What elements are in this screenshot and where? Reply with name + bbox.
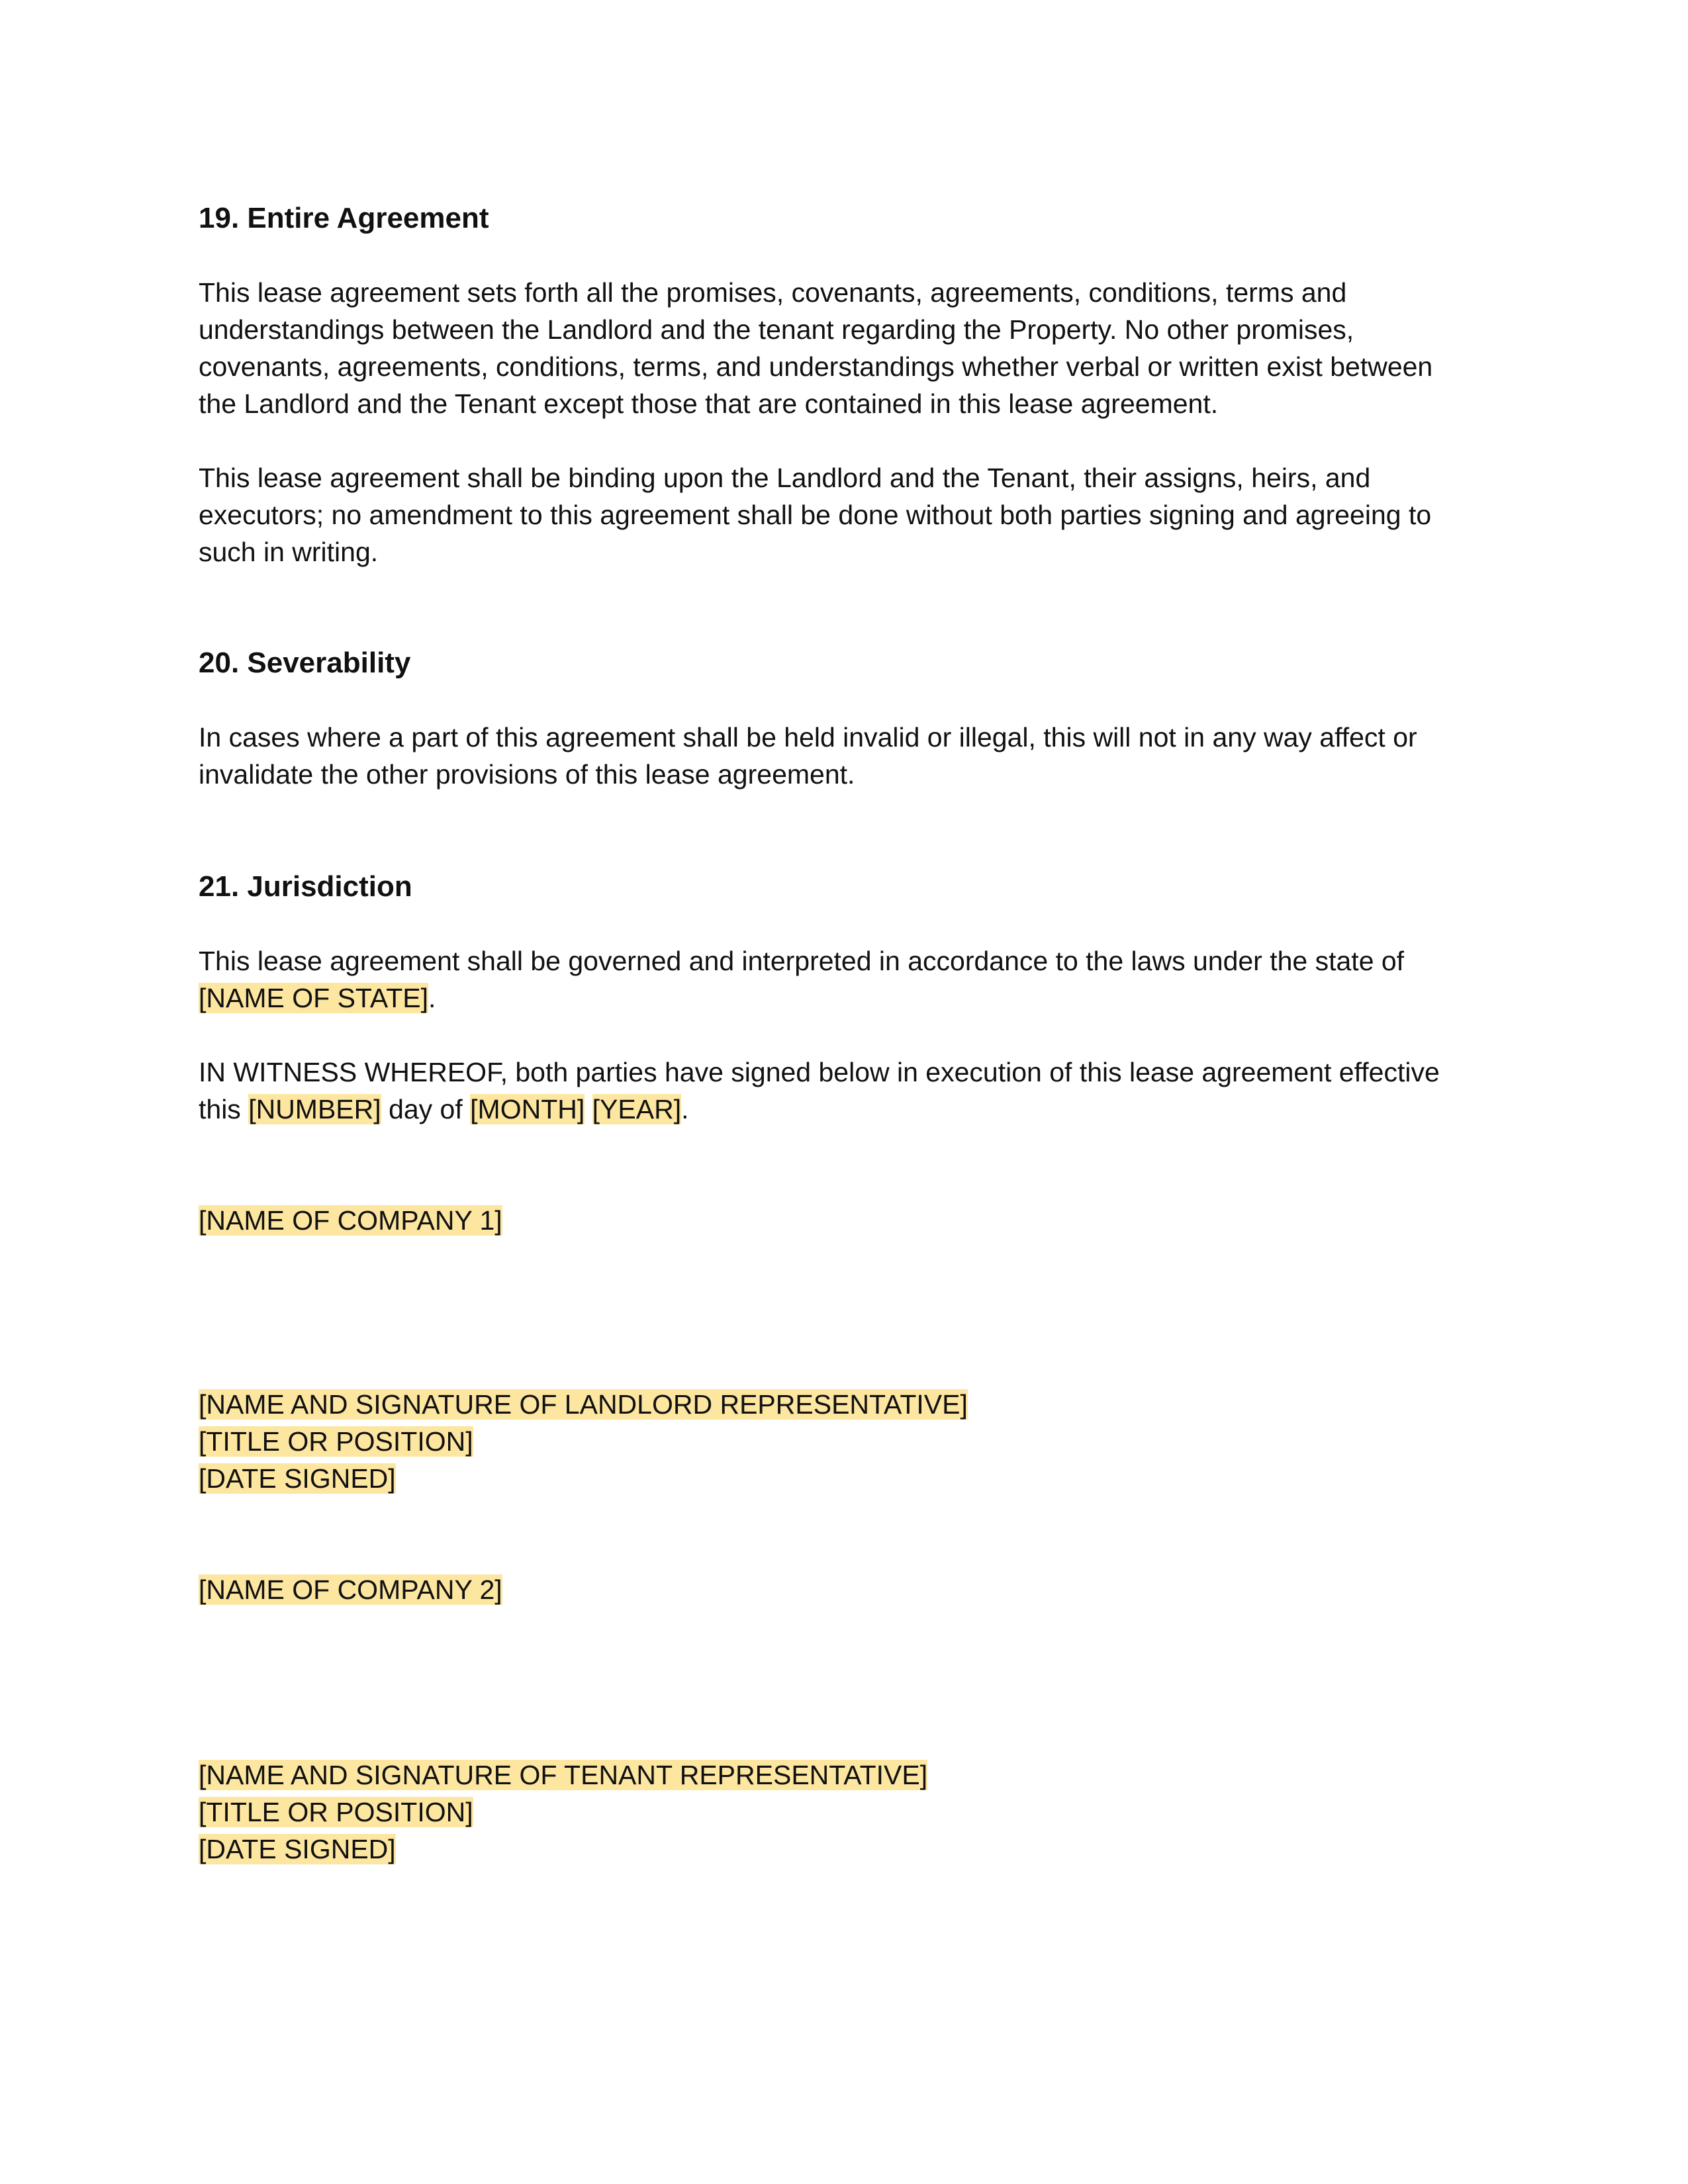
severability-paragraph xyxy=(199,719,1496,793)
month-placeholder[interactable]: [MONTH] xyxy=(470,1094,585,1124)
text-line: This lease agreement shall be binding upon the Landlord and the Tenant, their assigns, heirs, and xyxy=(199,463,1371,493)
text-line: This lease agreement shall be governed and interpreted in accordance to the laws under the state of xyxy=(199,946,1405,976)
jurisdiction-paragraph xyxy=(199,942,1496,1017)
entire-agreement-paragraph-1 xyxy=(199,274,1496,422)
text-line xyxy=(199,1423,1496,1460)
tenant-signature-block xyxy=(199,1756,1496,1868)
text-line: In cases where a part of this agreement shall be held invalid or illegal, this will not in any way affect or xyxy=(199,722,1417,752)
text-line: invalidate the other provisions of this lease agreement. xyxy=(199,759,855,790)
text-line xyxy=(199,979,1496,1017)
company-2-placeholder[interactable]: [NAME OF COMPANY 2] xyxy=(199,1574,502,1605)
text-fragment: day of xyxy=(381,1094,471,1124)
tenant-title-placeholder[interactable]: [TITLE OR POSITION] xyxy=(199,1797,473,1827)
text-line xyxy=(199,1831,1496,1868)
text-line xyxy=(199,1202,1496,1239)
landlord-signature-block xyxy=(199,1386,1496,1497)
punctuation: . xyxy=(428,983,436,1013)
company-1-placeholder[interactable]: [NAME OF COMPANY 1] xyxy=(199,1205,502,1236)
text-line xyxy=(199,1794,1496,1831)
text-line: the Landlord and the Tenant except those that are contained in this lease agreement. xyxy=(199,388,1219,419)
punctuation: . xyxy=(681,1094,689,1124)
section-heading-jurisdiction: 21. Jurisdiction xyxy=(199,870,412,903)
text-line: This lease agreement sets forth all the promises, covenants, agreements, conditions, terms and xyxy=(199,277,1347,308)
entire-agreement-paragraph-2 xyxy=(199,459,1496,570)
witness-paragraph xyxy=(199,1054,1496,1128)
section-heading-severability: 20. Severability xyxy=(199,647,411,679)
landlord-name-signature-placeholder[interactable]: [NAME AND SIGNATURE OF LANDLORD REPRESENTATIVE] xyxy=(199,1389,968,1420)
text-line: IN WITNESS WHEREOF, both parties have signed below in execution of this lease agreement effective xyxy=(199,1057,1440,1087)
tenant-date-placeholder[interactable]: [DATE SIGNED] xyxy=(199,1834,396,1864)
text-fragment xyxy=(585,1094,592,1124)
text-line: understandings between the Landlord and the tenant regarding the Property. No other promises, xyxy=(199,314,1354,345)
text-line: executors; no amendment to this agreement shall be done without both parties signing and agreeing to xyxy=(199,500,1432,530)
day-number-placeholder[interactable]: [NUMBER] xyxy=(248,1094,381,1124)
company-2-block xyxy=(199,1571,1496,1608)
section-heading-entire-agreement: 19. Entire Agreement xyxy=(199,202,489,234)
text-fragment: this xyxy=(199,1094,249,1124)
text-line xyxy=(199,1460,1496,1497)
company-1-block xyxy=(199,1202,1496,1239)
text-line: covenants, agreements, conditions, terms, and understandings whether verbal or written exist between xyxy=(199,351,1433,382)
tenant-name-signature-placeholder[interactable]: [NAME AND SIGNATURE OF TENANT REPRESENTATIVE] xyxy=(199,1760,928,1790)
text-line xyxy=(199,1571,1496,1608)
text-line xyxy=(199,1756,1496,1794)
state-placeholder[interactable]: [NAME OF STATE] xyxy=(199,983,428,1013)
text-line xyxy=(199,1386,1496,1423)
landlord-date-placeholder[interactable]: [DATE SIGNED] xyxy=(199,1463,396,1494)
landlord-title-placeholder[interactable]: [TITLE OR POSITION] xyxy=(199,1426,473,1457)
year-placeholder[interactable]: [YEAR] xyxy=(592,1094,682,1124)
text-line xyxy=(199,1091,1496,1128)
text-line: such in writing. xyxy=(199,537,379,567)
